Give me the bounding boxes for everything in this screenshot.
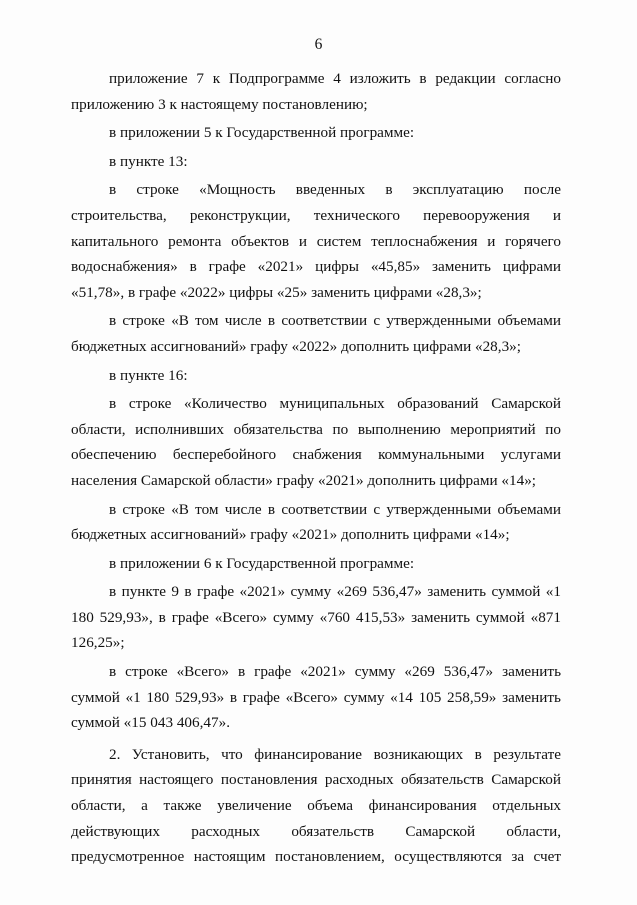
paragraph: в строке «В том числе в соответствии с утвержденными объемами бюджетных ассигнований» графу «2021» дополнить цифрами «14»; [71, 500, 561, 544]
page-number: 6 [314, 36, 323, 53]
paragraph: 2. Установить, что финансирование возникающих в результате принятия настоящего постановления расходных обязательств Самарской области, а также увеличение объема финансирования отдельных действующих расходных обязательств Самарской области, предусмотренное настоящим постановлением, осуществляются за счет [71, 745, 561, 866]
paragraph: в пункте 13: [109, 152, 188, 170]
paragraph: в строке «В том числе в соответствии с утвержденными объемами бюджетных ассигнований» графу «2022» дополнить цифрами «28,3»; [71, 312, 561, 355]
paragraph: приложение 7 к Подпрограмме 4 изложить в редакции согласно приложению 3 к настоящему постановлению; [71, 70, 561, 113]
paragraph: в строке «Количество муниципальных образований Самарской области, исполнивших обязательства по выполнению мероприятий по обеспечению бесперебойного снабжения коммунальными услугами населения Самарской области» графу «2021» дополнить цифрами «14»; [71, 395, 561, 489]
paragraph: в пункте 9 в графе «2021» сумму «269 536,47» заменить суммой «1 180 529,93», в графе «Всего» сумму «760 415,53» заменить суммой «871 126,25»; [71, 583, 561, 652]
paragraph: в строке «Мощность введенных в эксплуатацию после строительства, реконструкции, технического перевооружения и капитального ремонта объектов и систем теплоснабжения и горячего водоснабжения» в графе «2021» цифры «45,85» заменить цифрами «51,78», в графе «2022» цифры «25» заменить цифрами «28,3»; [71, 181, 561, 301]
document-body [71, 66, 561, 870]
paragraph: в пункте 16: [109, 366, 188, 384]
paragraph: в приложении 6 к Государственной программе: [109, 554, 415, 572]
paragraph: в строке «Всего» в графе «2021» сумму «269 536,47» заменить суммой «1 180 529,93» в графе «Всего» сумму «14 105 258,59» заменить суммой «15 043 406,47». [71, 663, 561, 732]
paragraph: в приложении 5 к Государственной программе: [109, 124, 415, 142]
